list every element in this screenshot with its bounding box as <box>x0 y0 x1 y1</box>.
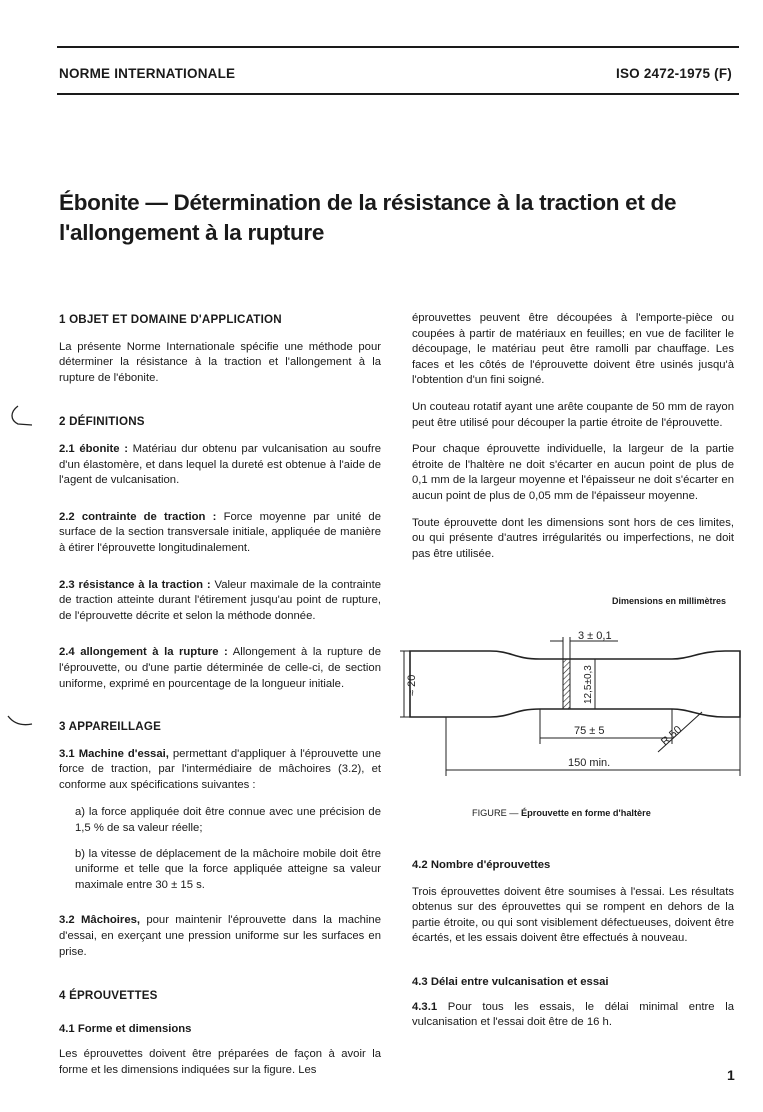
dim-narrow-lines <box>540 709 672 744</box>
definition-2-1-text: Matériau dur obtenu par vulcanisation au soufre d'un élastomère, et dans lequel la dureté est obtenue à l'aide de l'agent de vulcanisation. <box>59 442 381 487</box>
definition-2-3 <box>59 578 381 625</box>
dim-thickness-label: 12,5±0,3 <box>583 665 594 704</box>
margin-bracket-mark <box>4 404 34 428</box>
section-4-1-heading: 4.1 Forme et dimensions <box>59 1022 192 1035</box>
definition-2-2-text: Force moyenne par unité de surface de la section transversale initiale, appliquée de manière à étirer l'éprouvette longitudinalement. <box>59 510 381 554</box>
section-1-text: La présente Norme Internationale spécifie une méthode pour déterminer la résistance à la traction et l'allongement à la rupture de l'ébonite. <box>59 340 381 384</box>
top-rule <box>57 46 739 48</box>
specimen-text-1: éprouvettes peuvent être découpées à l'emporte-pièce ou coupées à partir de matériaux en feuilles; en vue de faciliter le découpage, le matériau peut être ramolli par chauffage. Les faces et les côtés de l'éprouvette doivent être usinés jusqu'à l'obtention d'un fini soigné. <box>412 312 734 387</box>
margin-bracket-mark-2 <box>4 710 34 732</box>
dim-top-label: 3 ± 0,1 <box>578 630 612 642</box>
cross-section-hatch <box>563 659 570 709</box>
definition-2-3-label: 2.3 résistance à la traction : <box>59 578 211 591</box>
left-column <box>59 312 381 1092</box>
page-number: 1 <box>727 1067 735 1083</box>
dim-total-label: 150 min. <box>568 757 611 769</box>
right-column <box>412 311 734 575</box>
dim-narrow-label: 75 ± 5 <box>574 725 605 737</box>
section-2-heading: 2 DÉFINITIONS <box>59 415 145 429</box>
dumbbell-figure <box>390 626 750 776</box>
apparatus-3-1-label: 3.1 Machine d'essai, <box>59 747 169 760</box>
right-column-lower <box>412 858 734 1044</box>
section-4-3-heading: 4.3 Délai entre vulcanisation et essai <box>412 975 609 988</box>
section-4-3-1 <box>412 1000 734 1031</box>
section-4-2-heading: 4.2 Nombre d'éprouvettes <box>412 859 551 871</box>
dim-height-label: ≈ 20 <box>406 674 418 696</box>
definition-2-1-label: 2.1 ébonite : <box>59 442 128 455</box>
dim-radius-label: R 50 <box>658 723 685 749</box>
header-left: NORME INTERNATIONALE <box>59 66 236 81</box>
section-1-heading: 1 OBJET ET DOMAINE D'APPLICATION <box>59 313 282 326</box>
title-line-2: l'allongement à la rupture <box>59 220 325 245</box>
section-3-heading: 3 APPAREILLAGE <box>59 720 162 734</box>
title-line-1: Ébonite — Détermination de la résistance à la traction et de <box>59 190 677 215</box>
apparatus-3-1-text: permettant d'appliquer à l'éprouvette une force de traction, par l'intermédiaire de mâchoires (3.2), et conforme aux spécifications suivantes : <box>59 747 381 791</box>
section-4-heading: 4 ÉPROUVETTES <box>59 989 158 1003</box>
definition-2-1 <box>59 442 381 489</box>
specimen-text-4: Toute éprouvette dont les dimensions sont hors de ces limites, ou qui présente d'autres irrégularités ou imperfections, ne doit pas être utilisée. <box>412 516 734 560</box>
apparatus-3-2-label: 3.2 Mâchoires, <box>59 914 141 927</box>
specimen-outline <box>410 651 740 717</box>
definition-2-2 <box>59 510 381 557</box>
figure-caption-title: Éprouvette en forme d'haltère <box>521 808 651 818</box>
section-4-1-text: Les éprouvettes doivent être préparées de façon à avoir la forme et les dimensions indiquées sur la figure. Les <box>59 1048 381 1076</box>
figure-caption-prefix: FIGURE — <box>472 808 522 818</box>
apparatus-3-2-text: pour maintenir l'éprouvette dans la machine d'essai, en exerçant une pression uniforme sur les surfaces en prise. <box>59 914 381 958</box>
document-title <box>59 188 739 248</box>
definition-2-4-label: 2.4 allongement à la rupture : <box>59 646 228 659</box>
definition-2-4-text: Allongement à la rupture de l'éprouvette, ou d'une partie déterminée de celle-ci, de section uniforme, exprimé en pourcentage de la longueur initiale. <box>59 646 381 690</box>
apparatus-3-1-item-a: a) la force appliquée doit être connue avec une précision de 1,5 % de sa valeur réelle; <box>75 806 381 835</box>
specimen-text-3: Pour chaque éprouvette individuelle, la largeur de la partie étroite de l'haltère ne doit s'écarter en aucun point de plus de 0,1 mm de la largeur moyenne et l'épaisseur ne doit s'écarter en aucun point de plus de 0,05 mm de l'épaisseur moyenne. <box>412 443 734 502</box>
header-right: ISO 2472-1975 (F) <box>616 66 732 81</box>
apparatus-3-2 <box>59 913 381 960</box>
section-4-2-text: Trois éprouvettes doivent être soumises à l'essai. Les résultats obtenus sur des éprouvettes qui se rompent en dehors de la partie étroite, ou qui sont visiblement défectueuses, doivent être écartés, et les essais doivent être effectués à nouveau. <box>412 885 734 945</box>
apparatus-3-1 <box>59 747 381 794</box>
definition-2-4 <box>59 645 381 692</box>
definition-2-3-text: Valeur maximale de la contrainte de traction atteinte durant l'étirement jusqu'au point de rupture, de l'éprouvette décrite et selon la méthode donnée. <box>59 578 381 622</box>
definition-2-2-label: 2.2 contrainte de traction : <box>59 510 217 523</box>
section-4-3-1-text: Pour tous les essais, le délai minimal entre la vulcanisation et l'essai doit être de 16 h. <box>412 1000 734 1029</box>
specimen-text-2: Un couteau rotatif ayant une arête coupante de 50 mm de rayon peut être utilisé pour découper la partie étroite de l'éprouvette. <box>412 400 734 429</box>
apparatus-3-1-item-b: b) la vitesse de déplacement de la mâchoire mobile doit être uniforme et telle que la force appliquée atteigne sa valeur maximale entre 30 ± 15 s. <box>75 847 381 891</box>
figure-caption <box>472 808 651 818</box>
figure-units-note: Dimensions en millimètres <box>612 596 727 606</box>
header-rule <box>57 93 739 95</box>
section-4-3-1-label: 4.3.1 <box>412 1000 438 1013</box>
